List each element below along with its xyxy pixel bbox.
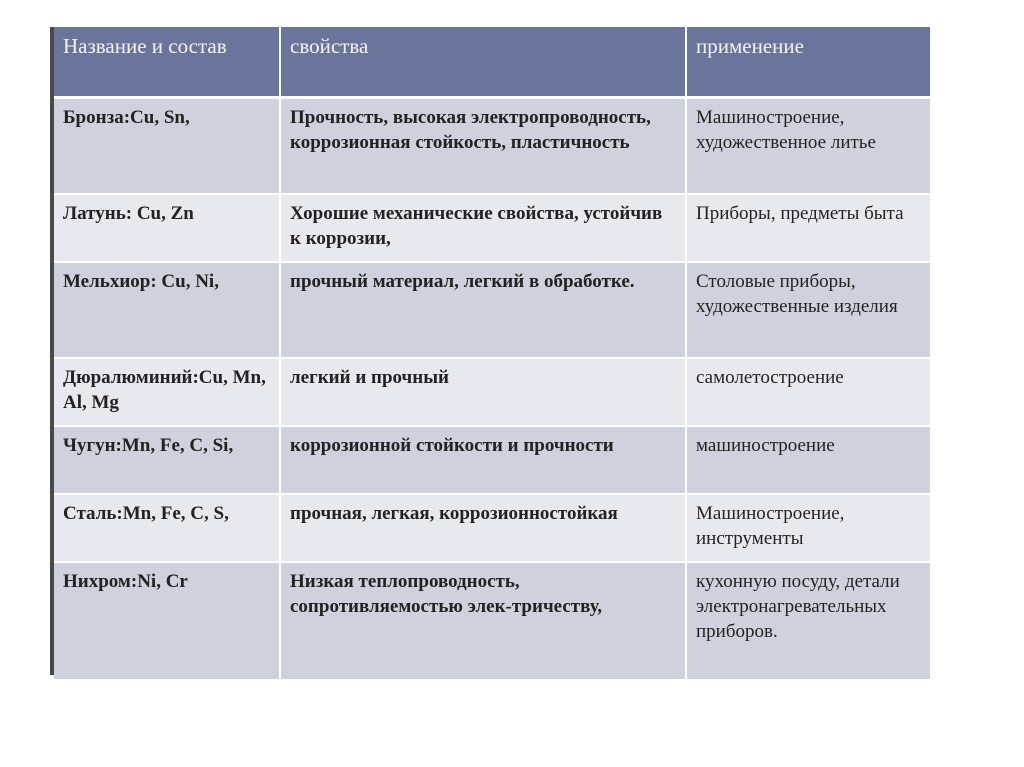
alloy-properties-cell: Хорошие механические свойства, устойчив к коррозии, (280, 194, 686, 262)
alloy-properties-cell: легкий и прочный (280, 358, 686, 426)
alloy-properties-cell: Низкая теплопроводность, сопротивляемостью элек-тричеству, (280, 562, 686, 680)
header-name-composition: Название и состав (54, 27, 280, 98)
table-row (54, 494, 930, 562)
alloy-application-cell: Столовые приборы, художественные изделия (686, 262, 930, 358)
alloy-name-cell: Нихром:Ni, Cr (54, 562, 280, 680)
alloy-application-cell: машиностроение (686, 426, 930, 494)
alloy-properties-cell: прочная, легкая, коррозионностойкая (280, 494, 686, 562)
header-application: применение (686, 27, 930, 98)
alloy-name-cell: Сталь:Mn, Fe, C, S, (54, 494, 280, 562)
table-row (54, 98, 930, 195)
table-row (54, 562, 930, 680)
alloy-application-cell: Машиностроение, инструменты (686, 494, 930, 562)
table-row (54, 358, 930, 426)
table-row (54, 426, 930, 494)
table-header-row (54, 27, 930, 98)
alloy-properties-cell: коррозионной стойкости и прочности (280, 426, 686, 494)
alloy-application-cell: самолетостроение (686, 358, 930, 426)
alloy-name-cell: Чугун:Mn, Fe, C, Si, (54, 426, 280, 494)
alloys-table (54, 27, 930, 681)
alloy-properties-cell: Прочность, высокая электропроводность, коррозионная стойкость, пластичность (280, 98, 686, 195)
alloy-name-cell: Бронза:Cu, Sn, (54, 98, 280, 195)
header-properties: свойства (280, 27, 686, 98)
alloys-table-container (54, 27, 930, 675)
alloy-properties-cell: прочный материал, легкий в обработке. (280, 262, 686, 358)
table-row (54, 262, 930, 358)
alloy-application-cell: Приборы, предметы быта (686, 194, 930, 262)
alloy-application-cell: кухонную посуду, детали электронагревательных приборов. (686, 562, 930, 680)
alloy-name-cell: Латунь: Cu, Zn (54, 194, 280, 262)
table-row (54, 194, 930, 262)
alloy-name-cell: Мельхиор: Cu, Ni, (54, 262, 280, 358)
alloy-name-cell: Дюралюминий:Cu, Mn, Al, Mg (54, 358, 280, 426)
alloy-application-cell: Машиностроение, художественное литье (686, 98, 930, 195)
